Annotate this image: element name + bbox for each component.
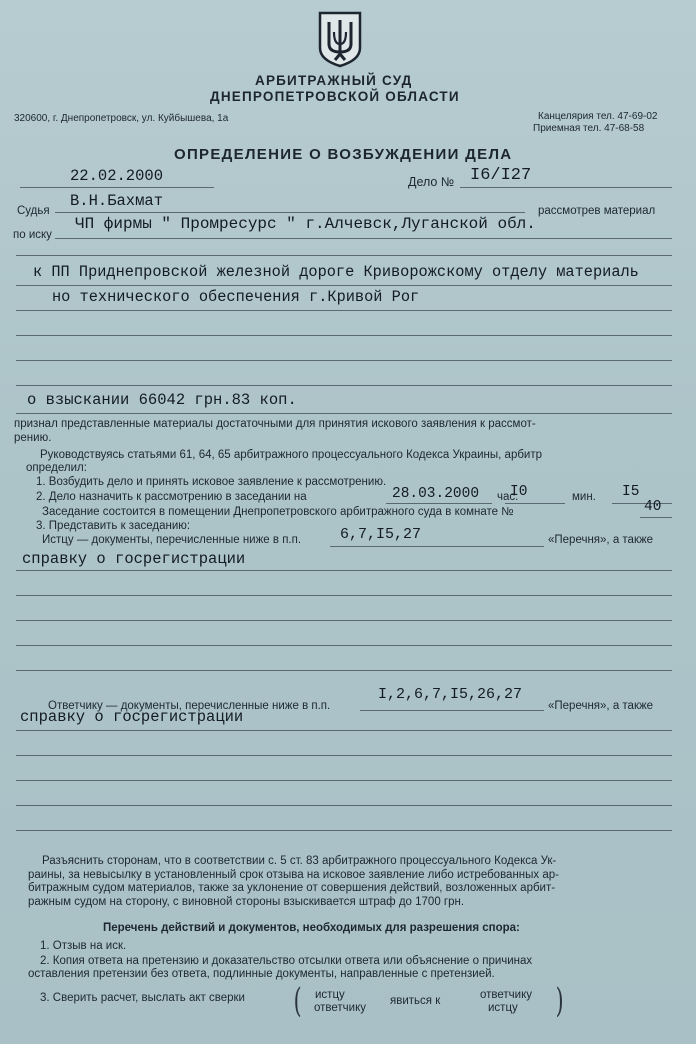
item-1: 1. Возбудить дело и принять исковое заявление к рассмотрению. [36,476,387,488]
choice-a-bottom: ответчику [314,1002,366,1014]
session-text: Заседание состоится в помещении Днепропетровского арбитражного суда в комнате № [42,506,514,518]
reviewed-label: рассмотрев материал [538,205,656,217]
choice-b-top: ответчику [480,989,532,1001]
right-brace: ) [555,981,564,1021]
court-name-line2: ДНЕПРОПЕТРОВСКОЙ ОБЛАСТИ [210,89,460,104]
list-also-1: «Перечня», а также [548,534,654,546]
office-phone: Канцелярия тел. 47-69-02 [538,111,658,122]
court-name-line1: АРБИТРАЖНЫЙ СУД [255,73,413,88]
reception-phone: Приемная тел. 47-68-58 [533,123,645,134]
plaintiff-extra: справку о госрегистрации [22,550,246,568]
defendant-docs-label: Ответчику — документы, перечисленные ниже в п.п. [48,700,331,712]
recognition-text: признал представленные материалы достаточными для принятия искового заявления к рассмот- рению. [14,418,536,444]
item-2: 2. Дело назначить к рассмотрению в заседании на [36,491,307,503]
choice-a-top: истцу [315,989,345,1001]
explanation-text: Разъяснить сторонам, что в соответствии с. 5 ст. 83 арбитражного процессуального Кодекса Ук- раины, за невысылку в установленный срок отзыва на исковое заявление либо истребованных ар- битражным судом материалов, также за уклонение от совершения действий, возложенных арбит- ражным судом на сторону, с виновной стороны взыскивается штраф до 1700 грн. [28,855,559,908]
hearing-date: 28.03.2000 [392,486,480,502]
defendant-doc-numbers: I,2,6,7,I5,26,27 [378,686,523,703]
defendant-line2: но технического обеспечения г.Кривой Рог [52,288,420,306]
action-2-line2: оставления претензии без ответа, подлинные документы, направленные с претензией. [28,968,495,980]
judge-label: Судья [17,205,50,217]
plaintiff-doc-numbers: 6,7,I5,27 [340,526,422,543]
list-also-2: «Перечня», а также [548,700,654,712]
action-1: 1. Отзыв на иск. [40,940,127,952]
document-title: ОПРЕДЕЛЕНИЕ О ВОЗБУЖДЕНИИ ДЕЛА [174,146,513,163]
action-3: 3. Сверить расчет, выслать акт сверки [40,992,245,1004]
court-address: 320600, г. Днепропетровск, ул. Куйбышева, 1а [14,113,229,124]
case-label: Дело № [408,175,455,189]
item-3: 3. Представить к заседанию: [36,520,191,532]
defendant-line1: к ПП Приднепровской железной дороге Криворожскому отделу материаль [33,263,639,281]
claim-label: по иску [13,229,52,241]
actions-heading: Перечень действий и документов, необходимых для разрешения спора: [103,922,520,934]
hearing-hour: I0 [510,484,528,500]
defined-text: определил: [26,462,87,474]
articles-text: Руководствуясь статьями 61, 64, 65 арбитражного процессуального Кодекса Украины, арбитр [40,449,543,461]
judge-name: В.Н.Бахмат [70,192,164,210]
defendant-extra: справку о госрегистрации [20,708,244,726]
appear-text: явиться к [390,995,441,1007]
left-brace: ( [293,981,302,1021]
case-number: I6/I27 [470,166,532,185]
action-2-line1: 2. Копия ответа на претензию и доказательство отсылки ответа или объяснение о причинах [40,955,533,967]
minutes-label: мин. [572,491,596,503]
hours-label: час. [497,491,519,503]
plaintiff: ЧП фирмы " Промресурс " г.Алчевск,Луганской обл. [75,215,536,233]
decision-date: 22.02.2000 [70,167,164,185]
hearing-minute: I5 [622,484,640,500]
choice-b-bottom: истцу [488,1002,518,1014]
recovery-amount: о взыскании 66042 грн.83 коп. [27,391,297,409]
plaintiff-docs-label: Истцу — документы, перечисленные ниже в п.п. [42,534,302,546]
room-number: 40 [644,499,662,515]
trident-emblem-icon [317,10,363,68]
